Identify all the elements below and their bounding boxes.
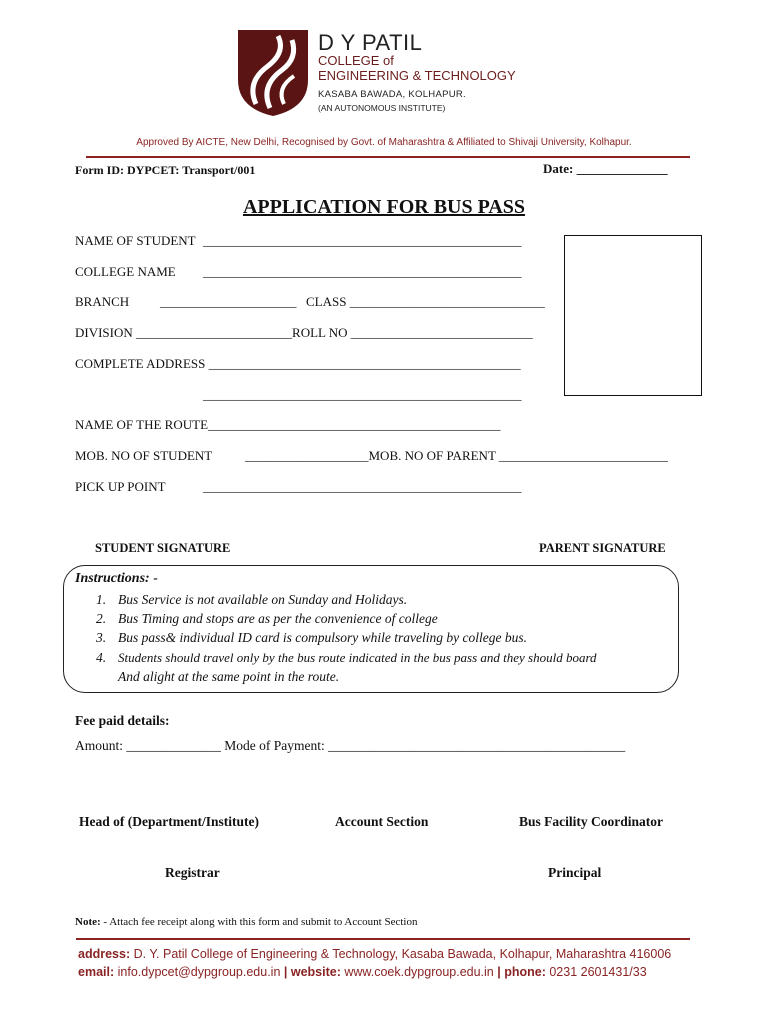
label-mob-student: MOB. NO OF STUDENT (75, 448, 213, 463)
address-label: address: (78, 947, 131, 961)
account-section-label: Account Section (335, 814, 429, 829)
brand-line-location: KASABA BAWADA, KOLHAPUR. (318, 89, 466, 100)
brand-line-engineering: ENGINEERING & TECHNOLOGY (318, 68, 516, 83)
separator: | (283, 965, 288, 979)
hod-signature-label: Head of (Department/Institute) (79, 814, 259, 829)
division-rollno-field[interactable]: DIVISION ________________________ROLL NO ____________________________ (75, 325, 533, 340)
instruction-item: Bus Timing and stops are as per the convenience of college (118, 611, 438, 626)
instruction-item: Students should travel only by the bus route indicated in the bus pass and they should board (118, 650, 597, 665)
bus-coordinator-label: Bus Facility Coordinator (519, 814, 663, 829)
college-crest-logo (238, 30, 308, 116)
footer-contact (78, 965, 647, 979)
student-signature-label: STUDENT SIGNATURE (95, 541, 231, 555)
instructions-heading: Instructions: - (75, 571, 158, 586)
label-pickup-point: PICK UP POINT (75, 479, 166, 494)
brand-name: D Y PATIL (318, 30, 423, 55)
form-title: APPLICATION FOR BUS PASS (242, 196, 526, 218)
note-body: - Attach fee receipt along with this form and submit to Account Section (100, 916, 418, 928)
separator: | (497, 965, 501, 979)
phone-label: phone: (500, 965, 546, 979)
form-id: Form ID: DYPCET: Transport/001 (75, 163, 256, 177)
instruction-number: 4. (96, 650, 107, 665)
phone-value: 0231 2601431/33 (545, 965, 647, 979)
instruction-number: 3. (96, 630, 107, 645)
branch-field[interactable]: _____________________ (160, 294, 297, 309)
footer-address (78, 947, 671, 961)
instruction-item: Bus Service is not available on Sunday and Holidays. (118, 592, 408, 607)
parent-signature-label: PARENT SIGNATURE (539, 541, 666, 555)
instruction-number: 1. (96, 592, 107, 607)
amount-payment-field[interactable]: Amount: ______________ Mode of Payment: ____________________________________________ (75, 738, 626, 753)
college-name-field[interactable]: _________________________________________________ (203, 264, 522, 279)
website-label: website: (287, 965, 341, 979)
registrar-label: Registrar (165, 865, 220, 880)
date-field[interactable]: Date: ______________ (543, 161, 668, 176)
label-name-of-student: NAME OF STUDENT (75, 233, 196, 248)
route-field[interactable]: NAME OF THE ROUTE_____________________________________________ (75, 417, 501, 432)
brand-line-college: COLLEGE of (318, 53, 394, 68)
footer-divider (76, 938, 690, 940)
pickup-point-field[interactable]: _________________________________________________ (203, 479, 522, 494)
label-branch: BRANCH (75, 294, 130, 309)
instruction-item: Bus pass& individual ID card is compulsory while traveling by college bus. (118, 630, 527, 645)
header-divider (86, 156, 690, 158)
complete-address-field[interactable]: COMPLETE ADDRESS ________________________________________________ (75, 356, 521, 371)
instruction-number: 2. (96, 611, 107, 626)
note-label: Note: (75, 916, 101, 928)
address-value: D. Y. Patil College of Engineering & Technology, Kasaba Bawada, Kolhapur, Maharashtra 416006 (130, 947, 672, 961)
label-college-name: COLLEGE NAME (75, 264, 176, 279)
email-label: email: (78, 965, 115, 979)
brand-line-autonomous: (AN AUTONOMOUS INSTITUTE) (318, 103, 446, 113)
address-line2-field[interactable]: _________________________________________________ (203, 387, 522, 402)
email-link[interactable]: info.dypcet@dypgroup.edu.in (114, 965, 284, 979)
class-field[interactable]: CLASS ______________________________ (306, 294, 545, 309)
photo-box (564, 235, 702, 396)
instruction-item-continuation: And alight at the same point in the route. (118, 669, 340, 684)
name-of-student-field[interactable]: _________________________________________________ (203, 233, 522, 248)
approval-statement: Approved By AICTE, New Delhi, Recognised by Govt. of Maharashtra & Affiliated to Shivaji University, Kolhapur. (136, 137, 632, 148)
principal-label: Principal (548, 865, 602, 880)
website-link[interactable]: www.coek.dypgroup.edu.in (340, 965, 498, 979)
note-text (75, 916, 417, 928)
fee-paid-heading: Fee paid details: (75, 713, 170, 728)
mob-student-parent-field[interactable]: ___________________MOB. NO OF PARENT __________________________ (245, 448, 668, 463)
